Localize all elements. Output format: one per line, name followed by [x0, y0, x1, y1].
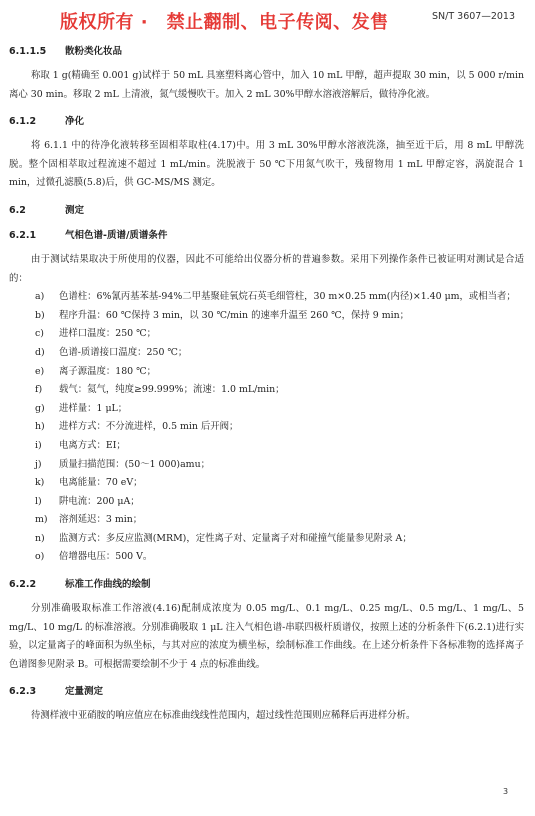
section-title: 散粉类化妆品 [65, 46, 123, 57]
paragraph-622: 分别准确吸取标准工作溶液(4.16)配制成浓度为 0.05 mg/L、0.1 mg/L、0.25 mg/L、0.5 mg/L、1 mg/L、5 mg/L、10 mg/L 的标准溶液。分别准确吸取 1 μL 注入气相色谱-串联四极杆质谱仪，按照上述的分析条件下(6.2.1)进行实验，以定量离子的峰面积为纵坐标，与其对应的浓度为横坐标，绘制标准工作曲线。在上述分析条件下各标准物的选择离子色谱图参见附录 B。可根据需要绘制不少于 4 点的标准曲线。 [9, 603, 524, 670]
section-number: 6.1.2 [9, 116, 37, 128]
page-number: 3 [503, 787, 509, 796]
section-heading-623 [9, 684, 524, 699]
list-item: n) 监测方式：多反应监测(MRM)，定性离子对、定量离子对和碰撞气能量参见附录 A； [35, 532, 412, 544]
paragraph-6115: 称取 1 g(精确至 0.001 g)试样于 50 mL 具塞塑料离心管中，加入 10 mL 甲醇，超声提取 30 min，以 5 000 r/min 离心 30 min。移取 2 mL 上清液，氮气缓慢吹干。加入 2 mL 30%甲醇水溶液溶解后，做待净化液。 [9, 70, 524, 100]
document-body [9, 44, 524, 726]
section-number: 6.1.1.5 [9, 46, 47, 57]
condition-list [9, 288, 524, 567]
section-number: 6.2.2 [9, 579, 37, 591]
section-heading-612 [9, 114, 524, 129]
section-heading-622 [9, 577, 524, 592]
list-item: j) 质量扫描范围：(50～1 000)amu； [35, 458, 210, 470]
section-heading-62 [9, 203, 524, 218]
section-heading-6115 [9, 44, 524, 59]
list-item: c) 进样口温度：250 ℃； [35, 328, 156, 340]
paragraph-621: 由于测试结果取决于所使用的仪器，因此不可能给出仪器分析的普遍参数。采用下列操作条件已被证明对测试是合适的： [9, 253, 524, 284]
list-item: b) 程序升温：60 ℃保持 3 min，以 30 ℃/min 的速率升温至 260 ℃，保持 9 min； [35, 309, 410, 321]
list-item: f) 载气：氦气，纯度≥99.999%；流速：1.0 mL/min； [35, 384, 285, 396]
list-item: l) 阱电流：200 μA； [35, 495, 140, 507]
list-item: i) 电离方式：EI； [35, 439, 126, 451]
list-item: k) 电离能量：70 eV； [35, 477, 143, 489]
section-number: 6.2.1 [9, 229, 37, 241]
paragraph-612: 将 6.1.1 中的待净化液转移至固相萃取柱(4.17)中。用 3 mL 30%甲醇水溶液洗涤，抽至近干后，用 8 mL 甲醇洗脱。整个固相萃取过程流速不超过 1 mL/min。洗脱液于 50 ℃下用氮气吹干，残留物用 1 mL 甲醇定容，涡旋混合 1 min，过微孔滤膜(5.8)后，供 GC-MS/MS 测定。 [9, 140, 524, 189]
list-item: a) 色谱柱：6%氰丙基苯基-94%二甲基聚硅氧烷石英毛细管柱，30 m×0.25 mm(内径)×1.40 μm，或相当者； [35, 291, 516, 303]
section-title: 标准工作曲线的绘制 [65, 579, 151, 591]
list-item: g) 进样量：1 μL； [35, 402, 128, 414]
standard-number: SN/T 3607—2013 [431, 11, 515, 22]
section-title: 定量测定 [65, 686, 104, 698]
section-title: 测定 [65, 204, 85, 216]
section-number: 6.2 [9, 204, 26, 216]
list-item: o) 倍增器电压：500 V。 [35, 551, 153, 563]
list-item: e) 离子源温度：180 ℃； [35, 365, 156, 377]
section-number: 6.2.3 [9, 686, 37, 698]
paragraph-623: 待测样液中亚硝胺的响应值应在标准曲线线性范围内，超过线性范围则应稀释后再进样分析。 [31, 710, 416, 722]
section-title: 气相色谱-质谱/质谱条件 [65, 229, 168, 241]
section-heading-621 [9, 228, 524, 243]
list-item: m) 溶剂延迟：3 min； [35, 514, 143, 526]
list-item: h) 进样方式：不分流进样，0.5 min 后开阀； [35, 421, 239, 433]
section-title: 净化 [65, 116, 85, 128]
list-item: d) 色谱-质谱接口温度：250 ℃； [35, 346, 188, 358]
copyright-watermark: 版权所有 · 禁止翻制、电子传阅、发售 [60, 12, 389, 33]
